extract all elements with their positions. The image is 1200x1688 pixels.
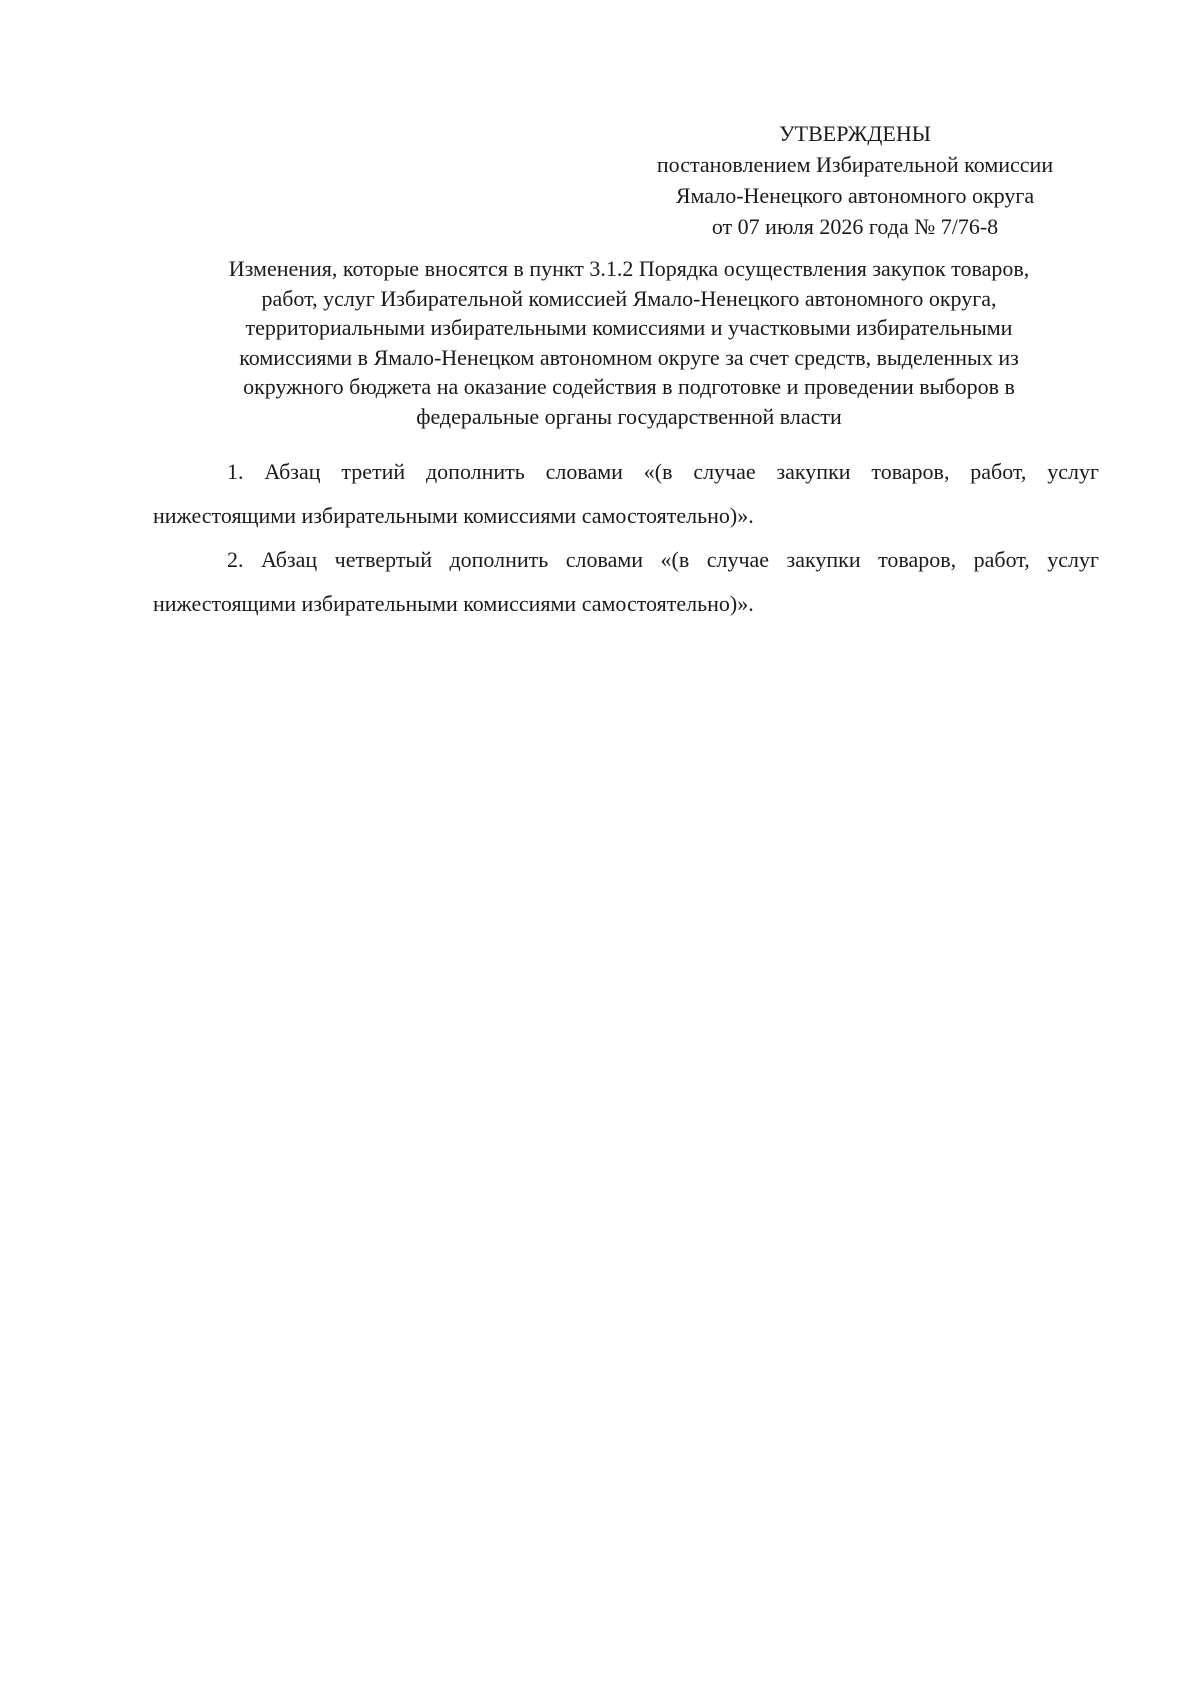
heading-line: территориальными избирательными комиссиями и участковыми избирательными [245, 315, 1013, 340]
amendment-paragraph-2 [153, 538, 1099, 626]
paragraph-continuation: нижестоящими избирательными комиссиями самостоятельно)». [153, 503, 754, 528]
heading-line: Изменения, которые вносятся в пункт 3.1.2 Порядка осуществления закупок товаров, [228, 256, 1030, 281]
heading-line: комиссиями в Ямало-Ненецком автономном округе за счет средств, выделенных из [239, 344, 1019, 370]
approval-line-1: постановлением Избирательной комиссии [656, 152, 1054, 177]
document-body [153, 450, 1099, 626]
approval-stamp [620, 118, 1090, 242]
approval-line-2: Ямало-Ненецкого автономного округа [675, 183, 1035, 208]
paragraph-first-line: 2. Абзац четвертый дополнить словами «(в случае закупки товаров, работ, услуг [227, 547, 1099, 572]
paragraph-continuation: нижестоящими избирательными комиссиями самостоятельно)». [153, 591, 754, 616]
approval-title: УТВЕРЖДЕНЫ [779, 121, 931, 146]
paragraph-first-line: 1. Абзац третий дополнить словами «(в случае закупки товаров, работ, услуг [227, 459, 1099, 484]
heading-line: федеральные органы государственной власти [416, 403, 842, 429]
approval-line-3: от 07 июля 2026 года № 7/76-8 [711, 214, 999, 239]
heading-line: окружного бюджета на оказание содействия в подготовке и проведении выборов в [243, 374, 1015, 399]
heading-line: работ, услуг Избирательной комиссией Ямало-Ненецкого автономного округа, [261, 285, 997, 311]
amendment-paragraph-1 [153, 450, 1099, 538]
document-heading [160, 254, 1098, 431]
